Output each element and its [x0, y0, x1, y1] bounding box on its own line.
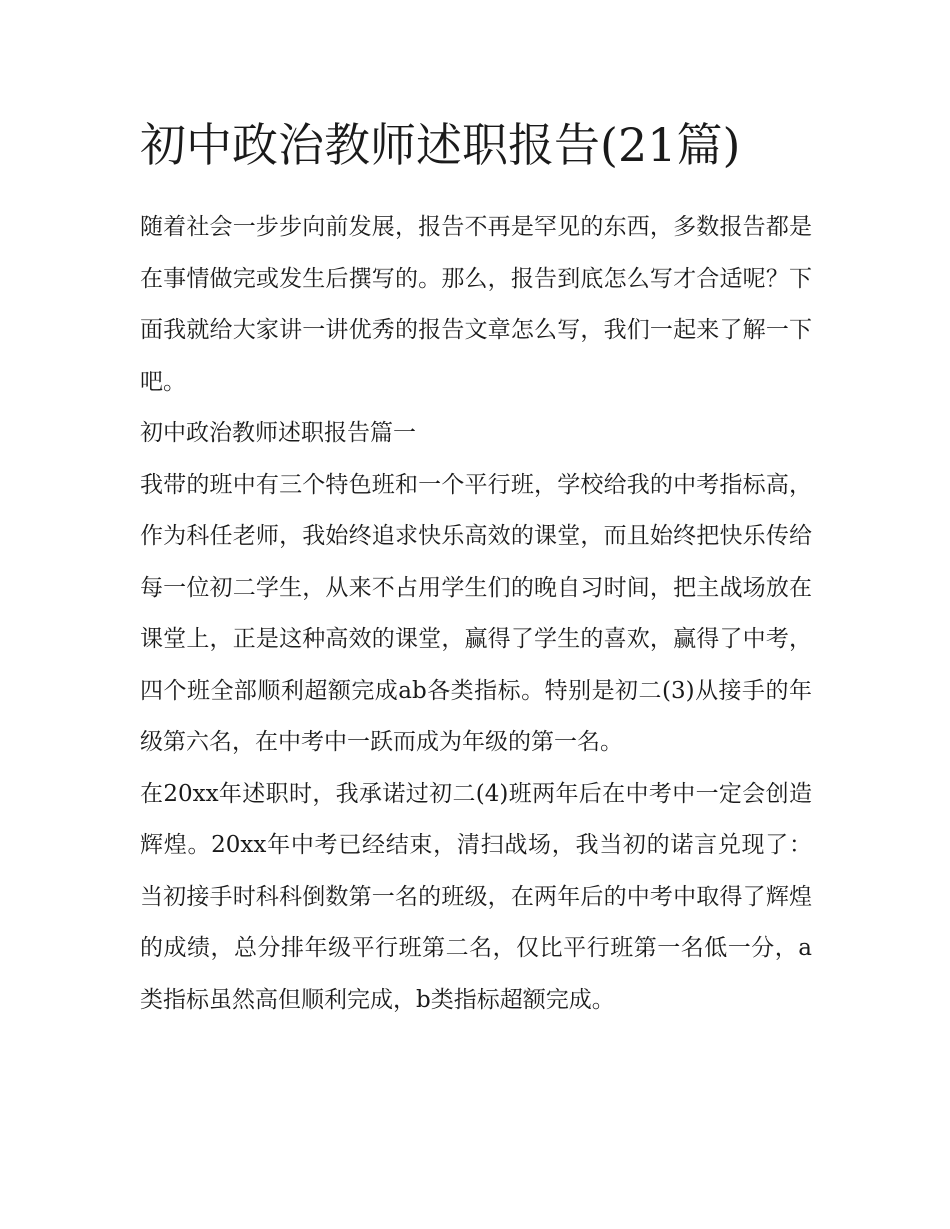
body-paragraph-2: 在20xx年述职时，我承诺过初二(4)班两年后在中考中一定会创造辉煌。20xx年中考已经结束，清扫战场，我当初的诺言兑现了：当初接手时科科倒数第一名的班级，在两年后的中考中取得了辉煌的成绩，总分排年级平行班第二名，仅比平行班第一名低一分，a类指标虽然高但顺利完成，b类指标超额完成。: [140, 780, 812, 1013]
document-title: 初中政治教师述职报告(21篇): [140, 118, 741, 172]
body-paragraph-1: 我带的班中有三个特色班和一个平行班，学校给我的中考指标高，作为科任老师，我始终追求快乐高效的课堂，而且始终把快乐传给每一位初二学生，从来不占用学生们的晚自习时间，把主战场放在课堂上，正是这种高效的课堂，赢得了学生的喜欢，赢得了中考，四个班全部顺利超额完成ab各类指标。特别是初二(3)从接手的年级第六名，在中考中一跃而成为年级的第一名。: [140, 471, 812, 755]
intro-paragraph: 随着社会一步步向前发展，报告不再是罕见的东西，多数报告都是在事情做完或发生后撰写的。那么，报告到底怎么写才合适呢？下面我就给大家讲一讲优秀的报告文章怎么写，我们一起来了解一下吧。: [140, 214, 812, 395]
section-heading: 初中政治教师述职报告篇一: [140, 420, 416, 446]
document-page: [140, 112, 812, 1026]
